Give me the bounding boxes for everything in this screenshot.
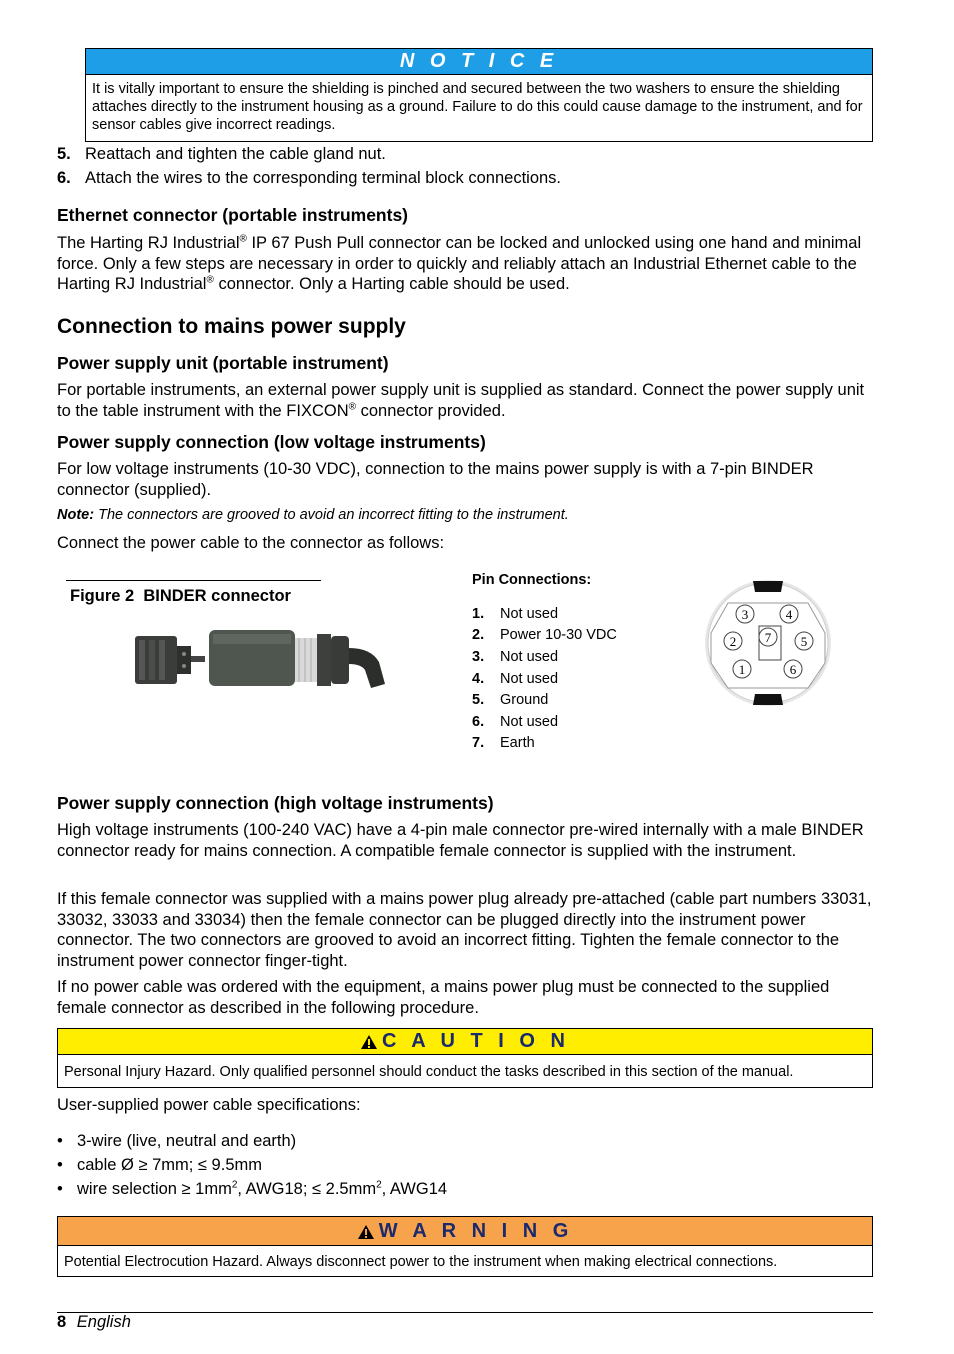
pin-diagram — [703, 578, 833, 708]
pin-7-label: 7 — [764, 630, 772, 645]
warning-title: W A R N I N G — [378, 1220, 574, 1242]
spec-text: cable Ø ≥ 7mm; ≤ 9.5mm — [77, 1156, 262, 1174]
notice-text: It is vitally important to ensure the shielding is pinched and secured between the two washers to ensure the shielding attaches directly to the instrument housing as a ground. Failure to do this could cause damage to the instrument, and for sensor cables give incorrect readings. — [92, 81, 863, 133]
psu-low-note — [57, 507, 569, 523]
mains-heading: Connection to mains power supply — [57, 315, 406, 338]
warning-triangle-icon — [357, 1224, 375, 1240]
notice-title: N O T I C E — [399, 50, 559, 72]
caution-title: C A U T I O N — [382, 1030, 570, 1052]
figure-rule — [66, 580, 321, 581]
pin-label: Not used — [500, 714, 559, 730]
pin-number: 4. — [472, 671, 485, 687]
warning-title-bar — [58, 1217, 872, 1246]
ethernet-text-1: The Harting RJ Industrial — [57, 234, 240, 252]
ethernet-heading: Ethernet connector (portable instruments) — [57, 205, 409, 225]
caution-text: Personal Injury Hazard. Only qualified personnel should conduct the tasks described in this section of the manual. — [64, 1064, 794, 1080]
step-6 — [57, 169, 857, 191]
warning-box — [57, 1216, 873, 1277]
spec-text: wire selection ≥ $1mm^2$, AWG18; ≤ $2.5mm^2$, AWG14 — [77, 1179, 448, 1198]
specs-intro: User-supplied power cable specifications: — [57, 1096, 361, 1114]
ethernet-text-3: connector. Only a Harting cable should be used. — [213, 275, 570, 293]
psu-low-instruction: Connect the power cable to the connector as follows: — [57, 534, 445, 552]
pin-1-label: 1 — [738, 662, 746, 677]
pin-label: Not used — [500, 606, 559, 622]
pin-number: 6. — [472, 714, 485, 730]
psu-portable-paragraph — [57, 380, 877, 421]
psu-portable-text-2: connector provided. — [356, 401, 506, 420]
notice-box — [85, 48, 873, 142]
pin-label: Ground — [500, 692, 549, 708]
notice-title-bar — [86, 49, 872, 75]
psu-portable-heading: Power supply unit (portable instrument) — [57, 353, 389, 373]
psu-low-heading: Power supply connection (low voltage instruments) — [57, 432, 486, 452]
caution-title-bar — [58, 1029, 872, 1055]
step-text: Attach the wires to the corresponding terminal block connections. — [85, 169, 562, 187]
registered-mark: ® — [239, 233, 247, 245]
bullet-icon: • — [57, 1180, 63, 1198]
binder-connector-image — [133, 626, 388, 692]
psu-portable-text-1: For portable instruments, an external power supply unit is supplied as standard. Connect the power supply unit to the table instrument with the FIXCON — [57, 381, 865, 420]
diagram-key-top — [753, 581, 783, 592]
pin-number: 5. — [472, 692, 485, 708]
pin-label: Earth — [500, 735, 535, 751]
psu-high-paragraph-2: If this female connector was supplied with a mains power plug already pre-attached (cable part numbers 33031, 33032, 33033 and 33034) then the female connector can be plugged directly into the instrument power connector. The two connectors are grooved to avoid an incorrect fitting. Tighten the female connector to the instrument power connector finger-tight. — [57, 890, 872, 970]
note-label: Note: — [57, 507, 95, 523]
note-text: The connectors are grooved to avoid an incorrect fitting to the instrument. — [94, 507, 569, 523]
psu-high-paragraph-3: If no power cable was ordered with the equipment, a mains power plug must be connected to the supplied female connector as described in the following procedure. — [57, 978, 830, 1017]
pin-5-label: 5 — [800, 634, 808, 649]
pin-number: 3. — [472, 649, 485, 665]
ethernet-text-2: IP 67 Push Pull connector can be locked and unlocked using one hand and minimal force. Only a few steps are necessary in order to quickly and reliably attach an Industrial Ethernet cable to the Harting RJ Industrial — [57, 234, 862, 293]
bullet-icon: • — [57, 1156, 63, 1174]
figure-caption: Figure 2 BINDER connector — [70, 587, 291, 605]
registered-mark: ® — [206, 274, 214, 286]
pin-6-label: 6 — [789, 662, 797, 677]
pin-3-label: 3 — [741, 607, 749, 622]
step-number: 6. — [57, 169, 71, 187]
footer-language: English — [76, 1313, 131, 1331]
pin-number: 7. — [472, 735, 485, 751]
pin-number: 1. — [472, 606, 485, 622]
pins-heading: Pin Connections: — [472, 572, 592, 588]
diagram-key-bottom — [753, 694, 783, 705]
warning-triangle-icon — [360, 1034, 378, 1050]
psu-low-paragraph: For low voltage instruments (10-30 VDC), connection to the mains power supply is with a 7-pin BINDER connector (supplied). — [57, 460, 814, 499]
step-text: Reattach and tighten the cable gland nut. — [85, 145, 386, 163]
pin-label: Not used — [500, 671, 559, 687]
pin-number: 2. — [472, 627, 485, 643]
footer — [57, 1313, 131, 1332]
pin-4-label: 4 — [785, 607, 793, 622]
caution-box — [57, 1028, 873, 1088]
psu-high-heading: Power supply connection (high voltage instruments) — [57, 793, 494, 813]
footer-rule — [57, 1312, 873, 1313]
psu-high-paragraph-1: High voltage instruments (100-240 VAC) have a 4-pin male connector pre-wired internally with a male BINDER connector ready for mains connection. A compatible female connector is supplied with the instrument. — [57, 821, 864, 860]
pin-label: Power 10-30 VDC — [500, 627, 617, 643]
pin-label: Not used — [500, 649, 559, 665]
ethernet-paragraph — [57, 233, 877, 295]
registered-mark: ® — [348, 401, 357, 412]
step-number: 5. — [57, 145, 71, 163]
bullet-icon: • — [57, 1132, 63, 1150]
step-5 — [57, 145, 857, 167]
warning-text: Potential Electrocution Hazard. Always disconnect power to the instrument when making electrical connections. — [64, 1254, 778, 1270]
pin-2-label: 2 — [729, 634, 737, 649]
spec-text: 3-wire (live, neutral and earth) — [77, 1132, 297, 1150]
page-number: 8 — [57, 1313, 67, 1331]
